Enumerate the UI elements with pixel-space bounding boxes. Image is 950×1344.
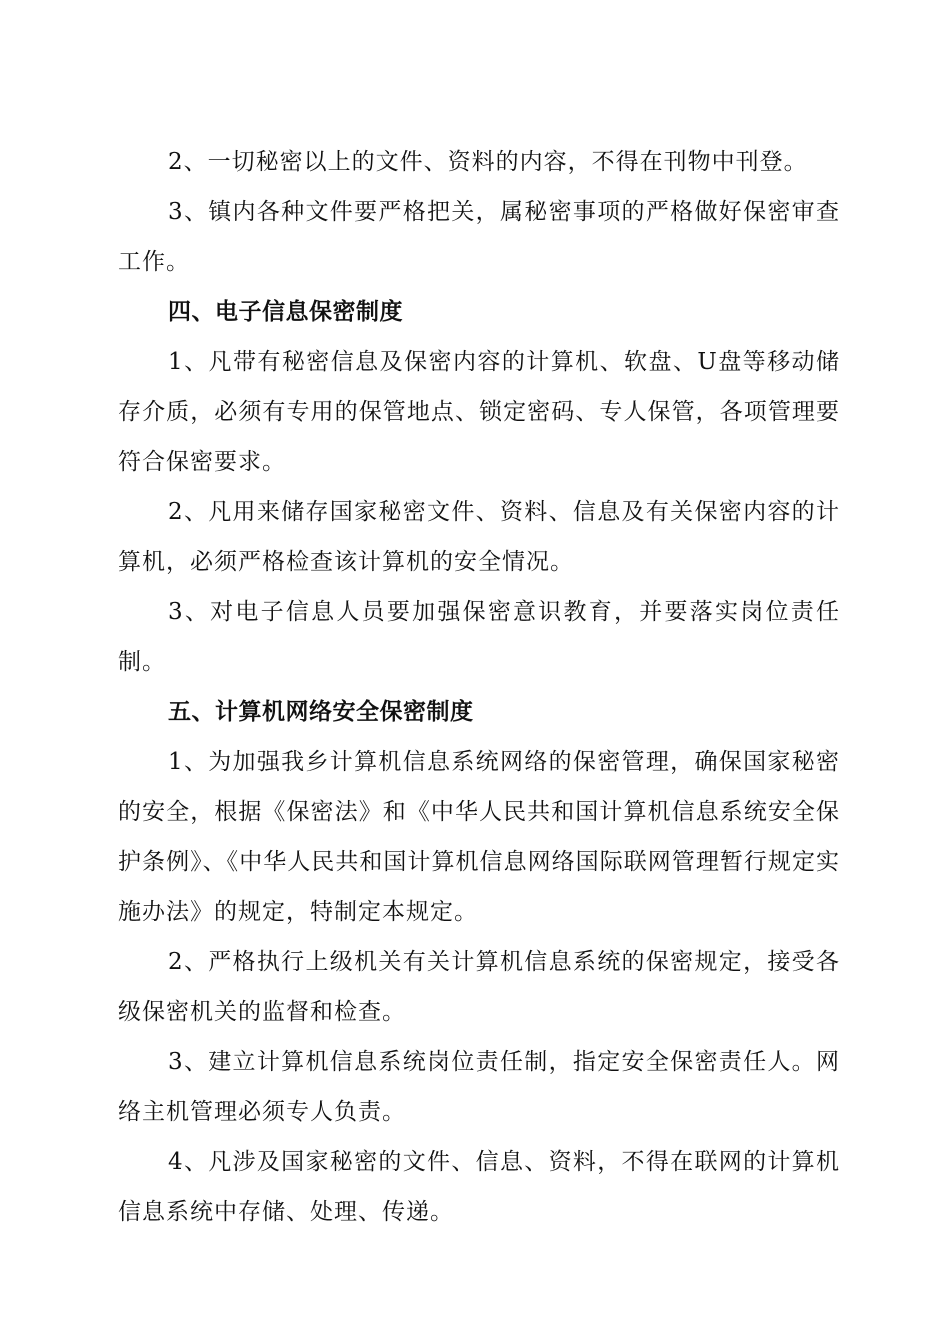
section-heading-network-security: 五、计算机网络安全保密制度: [168, 699, 474, 725]
paragraph-1-network-regulation: 1、为加强我乡计算机信息系统网络的保密管理，确保国家秘密的安全，根据《保密法》和《中华人民共和国计算机信息系统安全保护条例》、《中华人民共和国计算机信息网络国际联网管理暂行规定实施办法》的规定，特制定本规定。: [118, 749, 840, 925]
paragraph-2-supervision: 2、严格执行上级机关有关计算机信息系统的保密规定，接受各级保密机关的监督和检查。: [118, 949, 840, 1025]
paragraph-3-staff-education: 3、对电子信息人员要加强保密意识教育，并要落实岗位责任制。: [118, 599, 840, 675]
section-heading-electronic-info: 四、电子信息保密制度: [168, 299, 403, 325]
paragraph-1-storage-media: 1、凡带有秘密信息及保密内容的计算机、软盘、U盘等移动储存介质，必须有专用的保管地点、锁定密码、专人保管，各项管理要符合保密要求。: [118, 349, 840, 475]
document-body: [118, 137, 840, 1237]
paragraph-4-no-network-storage: 4、凡涉及国家秘密的文件、信息、资料，不得在联网的计算机信息系统中存储、处理、传递。: [118, 1149, 840, 1225]
paragraph-2-publication: 2、一切秘密以上的文件、资料的内容，不得在刊物中刊登。: [168, 149, 808, 175]
paragraph-3-file-review: 3、镇内各种文件要严格把关，属秘密事项的严格做好保密审查工作。: [118, 199, 840, 275]
paragraph-3-responsibility: 3、建立计算机信息系统岗位责任制，指定安全保密责任人。网络主机管理必须专人负责。: [118, 1049, 840, 1125]
paragraph-2-computer-check: 2、凡用来储存国家秘密文件、资料、信息及有关保密内容的计算机，必须严格检查该计算机的安全情况。: [118, 499, 840, 575]
